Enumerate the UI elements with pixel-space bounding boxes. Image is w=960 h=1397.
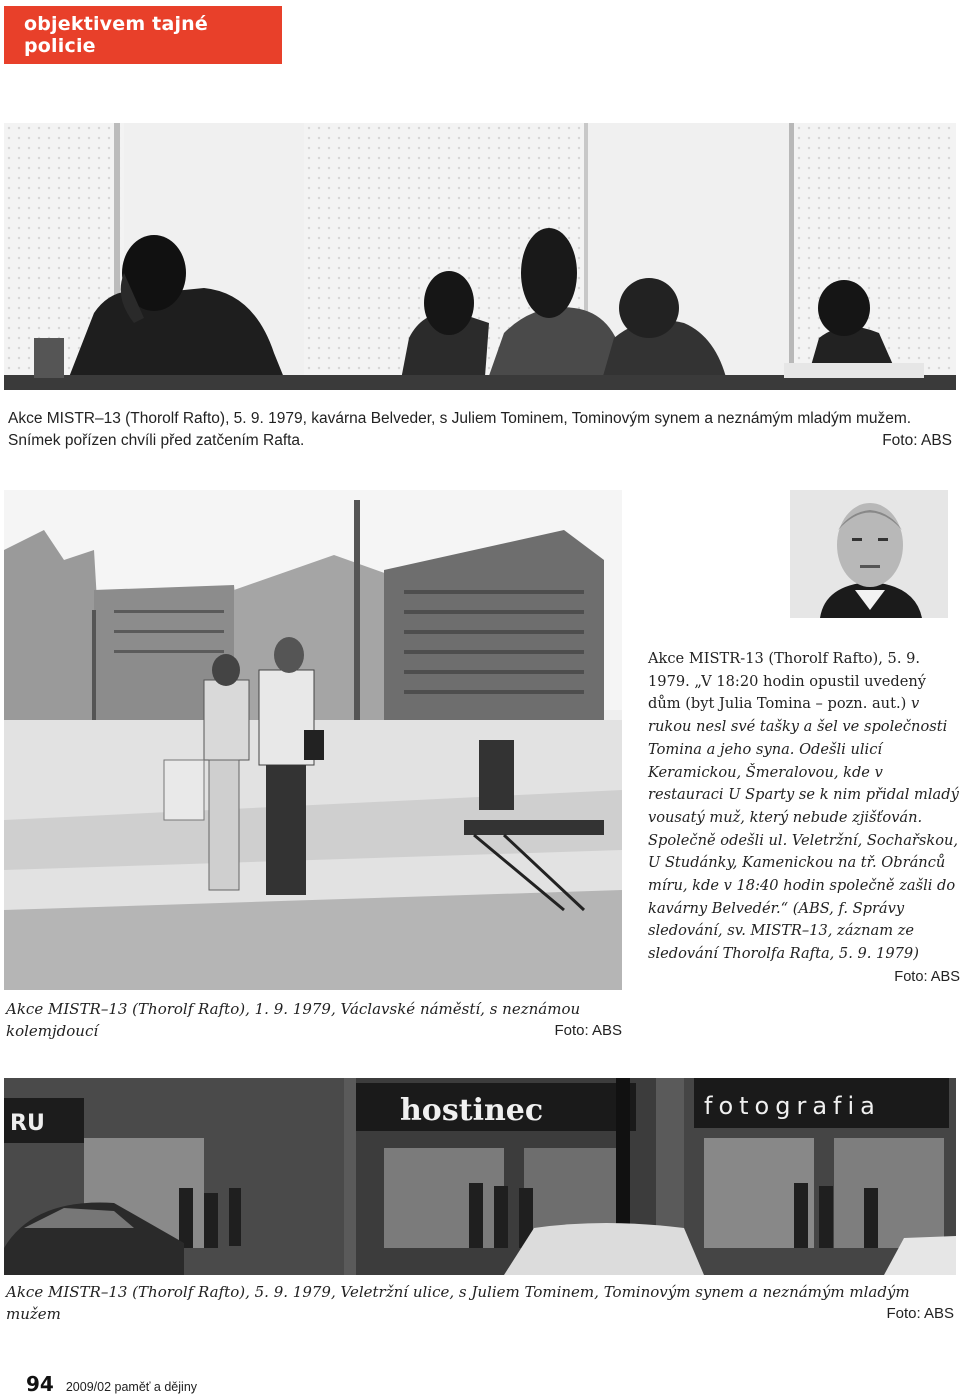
- photo-cafe-image: [4, 123, 956, 390]
- street-sign-hostinec: hostinec: [400, 1093, 544, 1128]
- photo-cafe: [4, 123, 956, 390]
- caption-side-credit: Foto: ABS: [894, 968, 960, 985]
- photo-street: [4, 1078, 956, 1275]
- caption-square-text: Akce MISTR–13 (Thorolf Rafto), 1. 9. 1979, Václavské náměstí, s neznámou kolemjdoucí: [6, 1000, 581, 1040]
- caption-cafe-credit: Foto: ABS: [882, 432, 952, 449]
- section-header: [4, 6, 282, 64]
- caption-cafe-text: Akce MISTR–13 (Thorolf Rafto), 5. 9. 1979, kavárna Belveder, s Juliem Tominem, Tominovým synem a neznámým mladým mužem. Snímek pořízen chvíli před zatčením Rafta.: [8, 410, 912, 449]
- caption-side-intro: Akce MISTR-13 (Thorolf Rafto), 5. 9. 1979.: [648, 650, 921, 690]
- section-title: objektivem tajné policie: [24, 13, 208, 57]
- caption-side-quote-b: v rukou nesl své tašky a šel ve společnosti Tomina a jeho syna. Odešli ulicí Keramickou, Šmeralovou, kde v restauraci U Sparty se k nim přidal mladý vousatý muž, který nebude zjišťován. Společně odešli ul. Veletržní, Sochařskou, U Studánky, Kamenickou na tř. Obránců míru, kde v 18:40 hodin společně zašli do kavárny Belvedér.“ (ABS, f. Správy sledování, sv. MISTR–13, záznam ze sledování Thorolfa Rafta, 5. 9. 1979): [648, 695, 959, 963]
- caption-side: [648, 648, 960, 989]
- page-number: 94: [26, 1372, 54, 1396]
- photo-square-image: [4, 490, 622, 990]
- caption-square: [6, 998, 622, 1042]
- street-sign-ru: RU: [10, 1111, 45, 1136]
- caption-street: [6, 1281, 954, 1325]
- photo-portrait-image: [790, 490, 948, 618]
- publication-name: 2009/02 paměť a dějiny: [65, 1380, 198, 1394]
- photo-street-image: [4, 1078, 956, 1275]
- caption-street-text: Akce MISTR–13 (Thorolf Rafto), 5. 9. 1979, Veletržní ulice, s Juliem Tominem, Tominovým synem a neznámým mladým mužem: [6, 1283, 910, 1323]
- caption-street-credit: Foto: ABS: [886, 1305, 954, 1322]
- caption-side-quote-a: „V 18:20 hodin opustil uvedený dům (byt Julia Tomina – pozn. aut.): [648, 672, 927, 713]
- caption-square-credit: Foto: ABS: [554, 1022, 622, 1039]
- caption-cafe: [8, 408, 952, 452]
- page-footer: [26, 1372, 197, 1396]
- photo-portrait: [790, 490, 948, 618]
- photo-square: [4, 490, 622, 990]
- street-sign-fotografia: fotografia: [704, 1092, 881, 1120]
